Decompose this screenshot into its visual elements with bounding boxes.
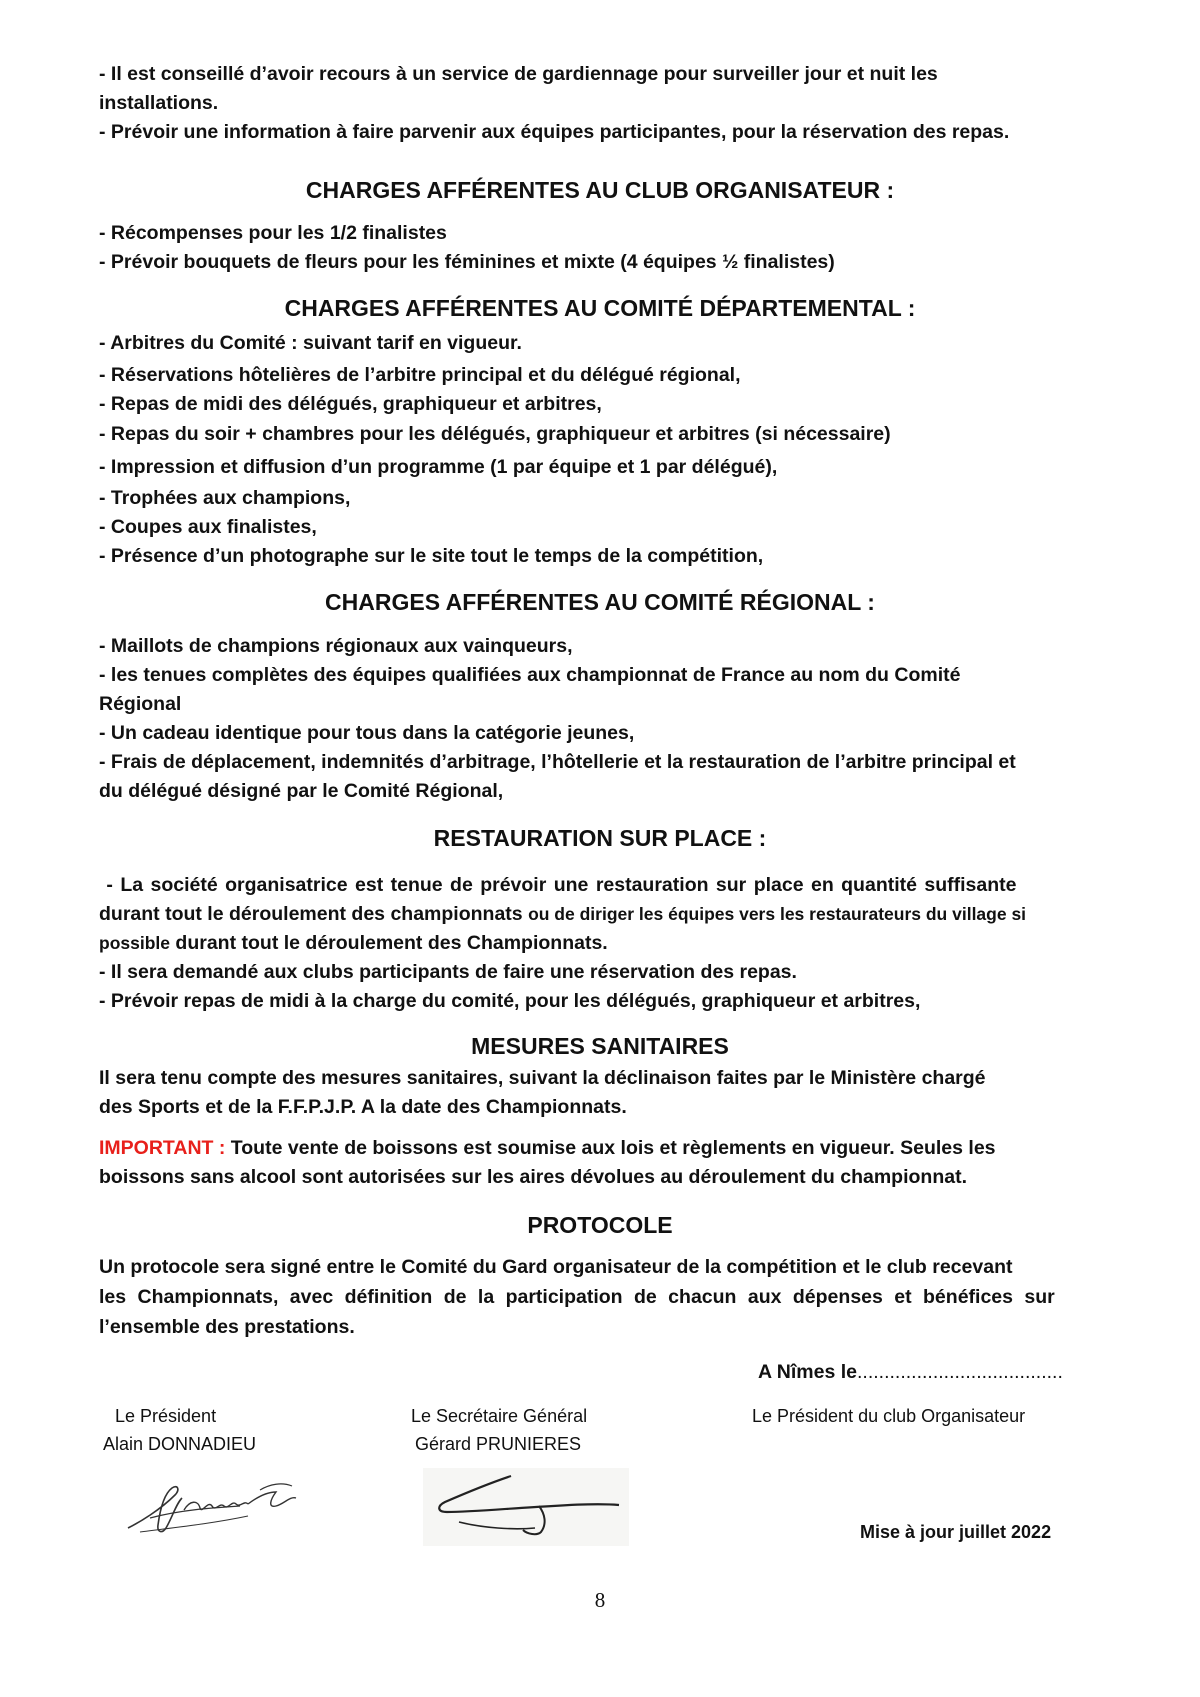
- important-text: Toute vente de boissons est soumise aux lois et règlements en vigueur. Seules les: [225, 1137, 996, 1159]
- protocole-line-1: Un protocole sera signé entre le Comité du Gard organisateur de la compétition et le club recevant: [99, 1256, 1013, 1278]
- restauration-para-line-2b: ou de diriger les équipes vers les restaurateurs du village si: [528, 904, 1027, 924]
- secretary-name: Gérard PRUNIERES: [415, 1434, 582, 1454]
- protocole-line-3: l’ensemble des prestations.: [99, 1316, 355, 1338]
- update-note: Mise à jour juillet 2022: [860, 1522, 1052, 1542]
- restauration-item-1: - Il sera demandé aux clubs participants de faire une réservation des repas.: [99, 961, 797, 983]
- dept-item-2: - Réservations hôtelières de l’arbitre principal et du délégué régional,: [99, 364, 741, 386]
- regional-item-2: - les tenues complètes des équipes qualifiées aux championnat de France au nom du Comité: [99, 664, 961, 686]
- president-title: Le Président: [115, 1406, 217, 1426]
- heading-protocole: PROTOCOLE: [527, 1212, 673, 1238]
- dept-item-3: - Repas de midi des délégués, graphiqueur et arbitres,: [99, 393, 602, 415]
- club-item-1: - Récompenses pour les 1/2 finalistes: [99, 222, 447, 244]
- page-number: 8: [594, 1588, 606, 1612]
- heading-comite-departemental: CHARGES AFFÉRENTES AU COMITÉ DÉPARTEMENTAL :: [284, 295, 916, 321]
- restauration-para-line-1: - La société organisatrice est tenue de prévoir une restauration sur place en quantité suffisante: [99, 874, 1017, 896]
- secretary-signature: [423, 1468, 629, 1546]
- sanitaires-line-2: des Sports et de la F.F.P.J.P. A la date des Championnats.: [99, 1096, 627, 1118]
- regional-item-4: - Frais de déplacement, indemnités d’arbitrage, l’hôtellerie et la restauration de l’arbitre principal et: [99, 751, 1016, 773]
- sanitaires-line-1: Il sera tenu compte des mesures sanitaires, suivant la déclinaison faites par le Ministère chargé: [99, 1067, 986, 1089]
- dept-item-5: - Impression et diffusion d’un programme (1 par équipe et 1 par délégué),: [99, 456, 778, 478]
- regional-item-3: - Un cadeau identique pour tous dans la catégorie jeunes,: [99, 722, 635, 744]
- restauration-para-line-3a: possible: [99, 933, 170, 953]
- intro-line-1: - Il est conseillé d’avoir recours à un service de gardiennage pour surveiller jour et nuit les: [99, 63, 938, 85]
- important-line-1: [99, 1134, 996, 1163]
- date-dots: ......................................: [857, 1361, 1063, 1383]
- club-item-2: - Prévoir bouquets de fleurs pour les féminines et mixte (4 équipes ½ finalistes): [99, 251, 835, 273]
- important-label: IMPORTANT :: [99, 1137, 226, 1159]
- intro-line-2: installations.: [99, 92, 219, 114]
- heading-comite-regional: CHARGES AFFÉRENTES AU COMITÉ RÉGIONAL :: [325, 589, 875, 615]
- dept-item-1: - Arbitres du Comité : suivant tarif en vigueur.: [99, 332, 522, 354]
- president-signature: [120, 1470, 310, 1540]
- regional-item-2-cont: Régional: [99, 693, 182, 715]
- regional-item-1: - Maillots de champions régionaux aux vainqueurs,: [99, 635, 573, 657]
- important-line-2: boissons sans alcool sont autorisées sur les aires dévolues au déroulement du championnat.: [99, 1166, 967, 1188]
- place-label: A Nîmes le: [758, 1361, 857, 1383]
- restauration-para-line-3b: durant tout le déroulement des Championnats.: [170, 932, 608, 954]
- restauration-para-line-2a: durant tout le déroulement des championnats: [99, 903, 529, 925]
- dept-item-4: - Repas du soir + chambres pour les délégués, graphiqueur et arbitres (si nécessaire): [99, 423, 891, 445]
- heading-mesures-sanitaires: MESURES SANITAIRES: [471, 1033, 729, 1059]
- dept-item-7: - Coupes aux finalistes,: [99, 516, 317, 538]
- place-date-line: [758, 1358, 1063, 1387]
- dept-item-6: - Trophées aux champions,: [99, 487, 351, 509]
- secretary-title: Le Secrétaire Général: [411, 1406, 588, 1426]
- restauration-item-2: - Prévoir repas de midi à la charge du comité, pour les délégués, graphiqueur et arbitres,: [99, 990, 921, 1012]
- president-name: Alain DONNADIEU: [103, 1434, 257, 1454]
- restauration-para-line-3: [99, 929, 608, 958]
- club-president-title: Le Président du club Organisateur: [752, 1406, 1026, 1426]
- heading-club-organisateur: CHARGES AFFÉRENTES AU CLUB ORGANISATEUR :: [305, 177, 895, 203]
- intro-line-3: - Prévoir une information à faire parvenir aux équipes participantes, pour la réservation des repas.: [99, 121, 1010, 143]
- dept-item-8: - Présence d’un photographe sur le site tout le temps de la compétition,: [99, 545, 764, 567]
- regional-item-4-cont: du délégué désigné par le Comité Régional,: [99, 780, 504, 802]
- protocole-line-2: les Championnats, avec définition de la participation de chacun aux dépenses et bénéfices sur: [99, 1286, 1055, 1308]
- heading-restauration: RESTAURATION SUR PLACE :: [433, 825, 767, 851]
- restauration-para-line-2: [99, 900, 1026, 929]
